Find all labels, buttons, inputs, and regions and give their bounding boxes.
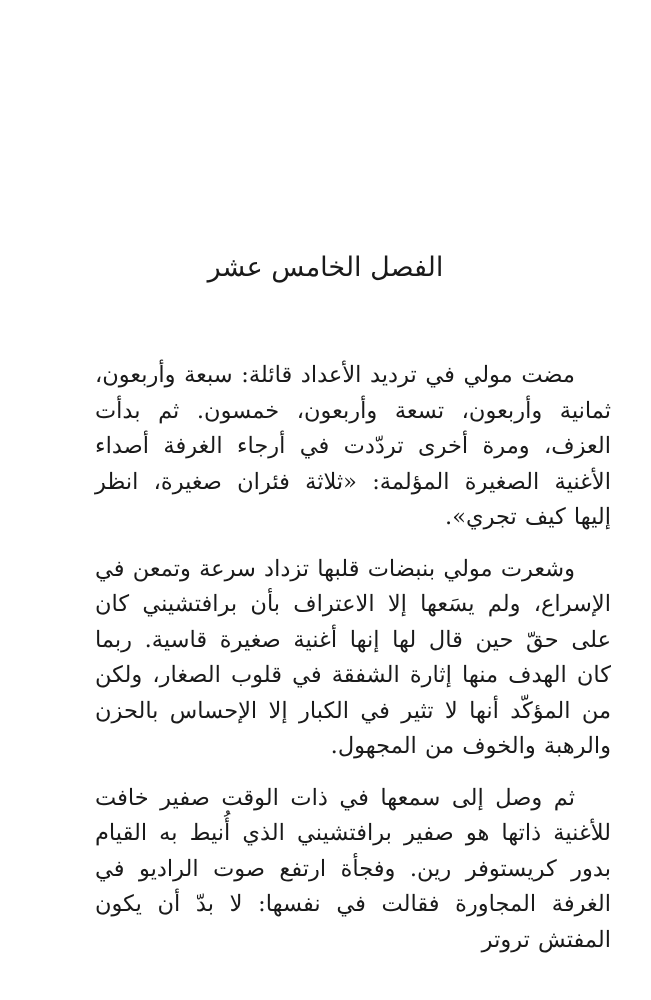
paragraph-1: مضت مولي في ترديد الأعداد قائلة: سبعة وأربعون، ثمانية وأربعون، تسعة وأربعون، خمسون. ثم بدأت العزف، ومرة أخرى تردّدت في أرجاء الغرفة أصداء الأغنية الصغيرة المؤلمة: «ثلاثة فئران صغيرة، انظر إليها كيف تجري». xyxy=(95,362,611,530)
chapter-title: الفصل الخامس عشر xyxy=(207,252,444,283)
chapter-body xyxy=(95,358,611,974)
paragraph-3: ثم وصل إلى سمعها في ذات الوقت صفير خافت للأغنية ذاتها هو صفير برافتشيني الذي أُنيط به القيام بدور كريستوفر رين. وفجأة ارتفع صوت الراديو في الغرفة المجاورة فقالت في نفسها: لا بدّ أن يكون المفتش تروتر xyxy=(95,784,611,953)
paragraph-2: وشعرت مولي بنبضات قلبها تزداد سرعة وتمعن في الإسراع، ولم يسَعها إلا الاعتراف بأن برافتشيني كان على حقّ حين قال لها إنها أغنية صغيرة قاسية. ربما كان الهدف منها إثارة الشفقة في قلوب الصغار، ولكن من المؤكّد أنها لا تثير في الكبار إلا الإحساس بالحزن والرهبة والخوف من المجهول. xyxy=(95,555,611,759)
